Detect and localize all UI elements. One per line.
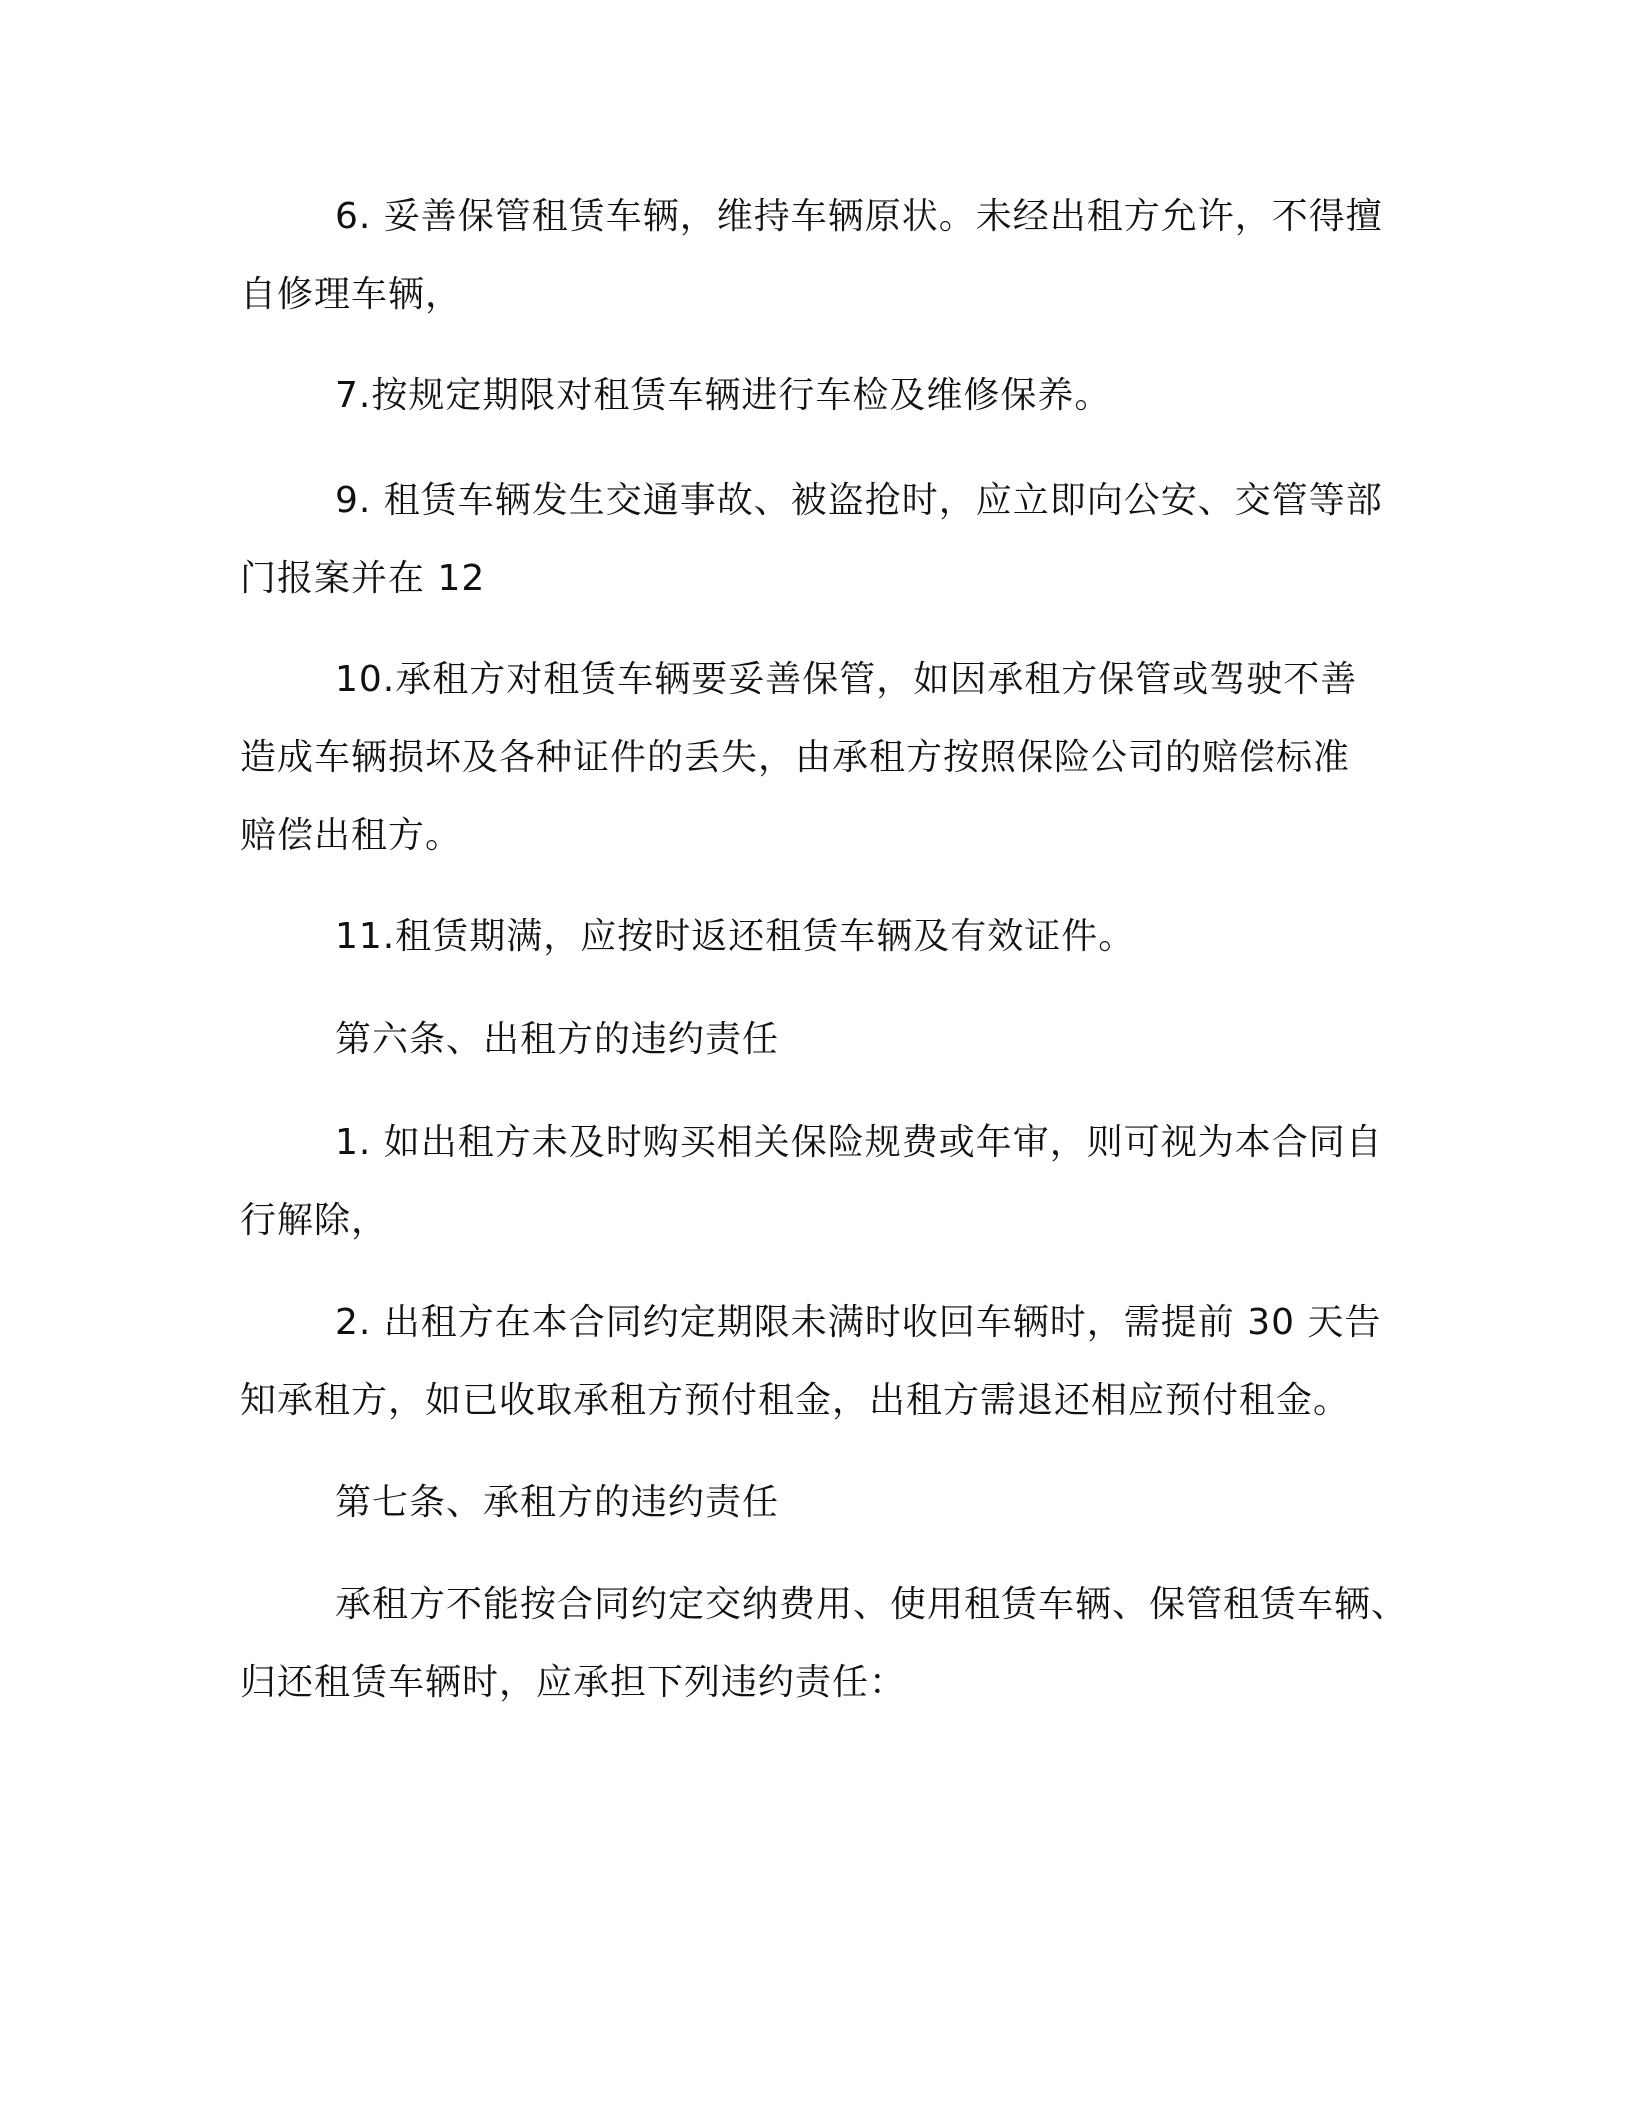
paragraph-lessor-item-2: [240, 1284, 1390, 1440]
paragraph-line: 归还租赁车辆时，应承担下列违约责任：: [240, 1662, 907, 1703]
section-heading-article-7: [240, 1464, 1390, 1542]
paragraph-item-11: [240, 898, 1390, 976]
paragraph-line: 门报案并在 12: [240, 558, 486, 599]
paragraph-line: 6. 妥善保管租赁车辆，维持车辆原状。未经出租方允许，不得擅: [335, 196, 1383, 237]
section-heading-line: 第六条、出租方的违约责任: [335, 1019, 780, 1060]
section-heading-article-6: [240, 1001, 1390, 1079]
paragraph-line: 11.租赁期满，应按时返还租赁车辆及有效证件。: [335, 916, 1136, 957]
section-heading-line: 第七条、承租方的违约责任: [335, 1482, 780, 1523]
paragraph-line: 2. 出租方在本合同约定期限未满时收回车辆时，需提前 30 天告: [335, 1302, 1382, 1343]
paragraph-line: 9. 租赁车辆发生交通事故、被盗抢时，应立即向公安、交管等部: [335, 480, 1383, 521]
paragraph-item-10: [240, 641, 1390, 875]
paragraph-line: 1. 如出租方未及时购买相关保险规费或年审，则可视为本合同自: [335, 1122, 1383, 1163]
paragraph-line: 赔偿出租方。: [240, 815, 463, 856]
paragraph-line: 7.按规定期限对租赁车辆进行车检及维修保养。: [335, 375, 1112, 416]
paragraph-line: 行解除，: [240, 1200, 389, 1241]
paragraph-line: 造成车辆损坏及各种证件的丢失，由承租方按照保险公司的赔偿标准: [240, 737, 1351, 778]
paragraph-item-6: [240, 178, 1390, 334]
paragraph-line: 自修理车辆，: [240, 274, 463, 315]
paragraph-line: 10.承租方对租赁车辆要妥善保管，如因承租方保管或驾驶不善: [335, 659, 1358, 700]
paragraph-line: 承租方不能按合同约定交纳费用、使用租赁车辆、保管租赁车辆、: [335, 1584, 1409, 1625]
paragraph-item-7: [240, 357, 1390, 435]
paragraph-lessor-item-1: [240, 1104, 1390, 1260]
paragraph-lessee-liability: [240, 1566, 1409, 1722]
paragraph-item-9: [240, 462, 1390, 618]
paragraph-line: 知承租方，如已收取承租方预付租金，出租方需退还相应预付租金。: [240, 1380, 1351, 1421]
